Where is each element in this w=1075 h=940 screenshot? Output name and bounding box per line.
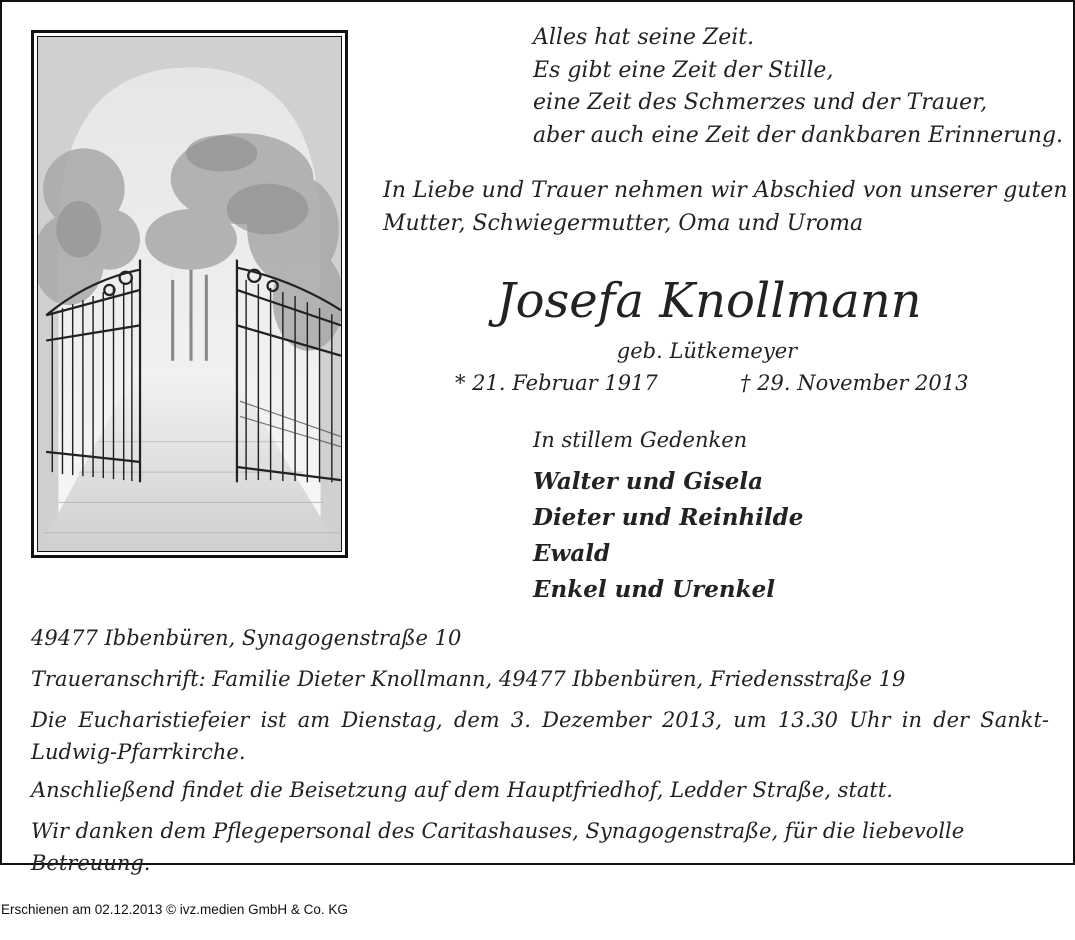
poem <box>533 22 1063 152</box>
burial-info: Anschließend findet die Beisetzung auf dem Hauptfriedhof, Ledder Straße, statt. <box>31 778 893 802</box>
mourners-list <box>533 464 803 608</box>
mass-info: Die Eucharistiefeier ist am Dienstag, dem 3. Dezember 2013, um 13.30 Uhr in der Sankt-Ludwig-Pfarrkirche. <box>31 708 1049 764</box>
garden-gate-image <box>38 37 341 551</box>
thanks-text: Wir danken dem Pflegepersonal des Caritashauses, Synagogenstraße, für die liebevolle Betreuung. <box>31 819 965 875</box>
intro-line: In Liebe und Trauer nehmen wir Abschied von unserer guten <box>383 178 1068 203</box>
poem-line: eine Zeit des Schmerzes und der Trauer, <box>533 90 988 115</box>
details-section <box>31 622 1049 888</box>
address: 49477 Ibbenbüren, Synagogenstraße 10 <box>31 626 462 650</box>
deceased-name: Josefa Knollmann <box>496 273 922 329</box>
mourner-name: Ewald <box>533 540 611 567</box>
mourner-name: Walter und Gisela <box>533 468 763 495</box>
poem-line: Alles hat seine Zeit. <box>533 25 755 50</box>
birth-date: * 21. Februar 1917 <box>455 371 658 395</box>
garden-gate-photo <box>31 30 348 558</box>
mourners-heading: In stillem Gedenken <box>533 428 748 452</box>
mourner-name: Enkel und Urenkel <box>533 576 775 603</box>
poem-line: Es gibt eine Zeit der Stille, <box>533 57 834 83</box>
intro-line: Mutter, Schwiegermutter, Oma und Uroma <box>383 211 864 236</box>
intro-text <box>383 174 1068 240</box>
mourner-name: Dieter und Reinhilde <box>533 504 804 531</box>
death-date: † 29. November 2013 <box>740 371 969 395</box>
mourning-address: Traueranschrift: Familie Dieter Knollmann, 49477 Ibbenbüren, Friedensstraße 19 <box>31 667 906 691</box>
poem-line: aber auch eine Zeit der dankbaren Erinnerung. <box>533 122 1064 148</box>
publication-credit: Erschienen am 02.12.2013 © ivz.medien GmbH & Co. KG <box>1 902 348 917</box>
maiden-name: geb. Lütkemeyer <box>616 339 798 363</box>
